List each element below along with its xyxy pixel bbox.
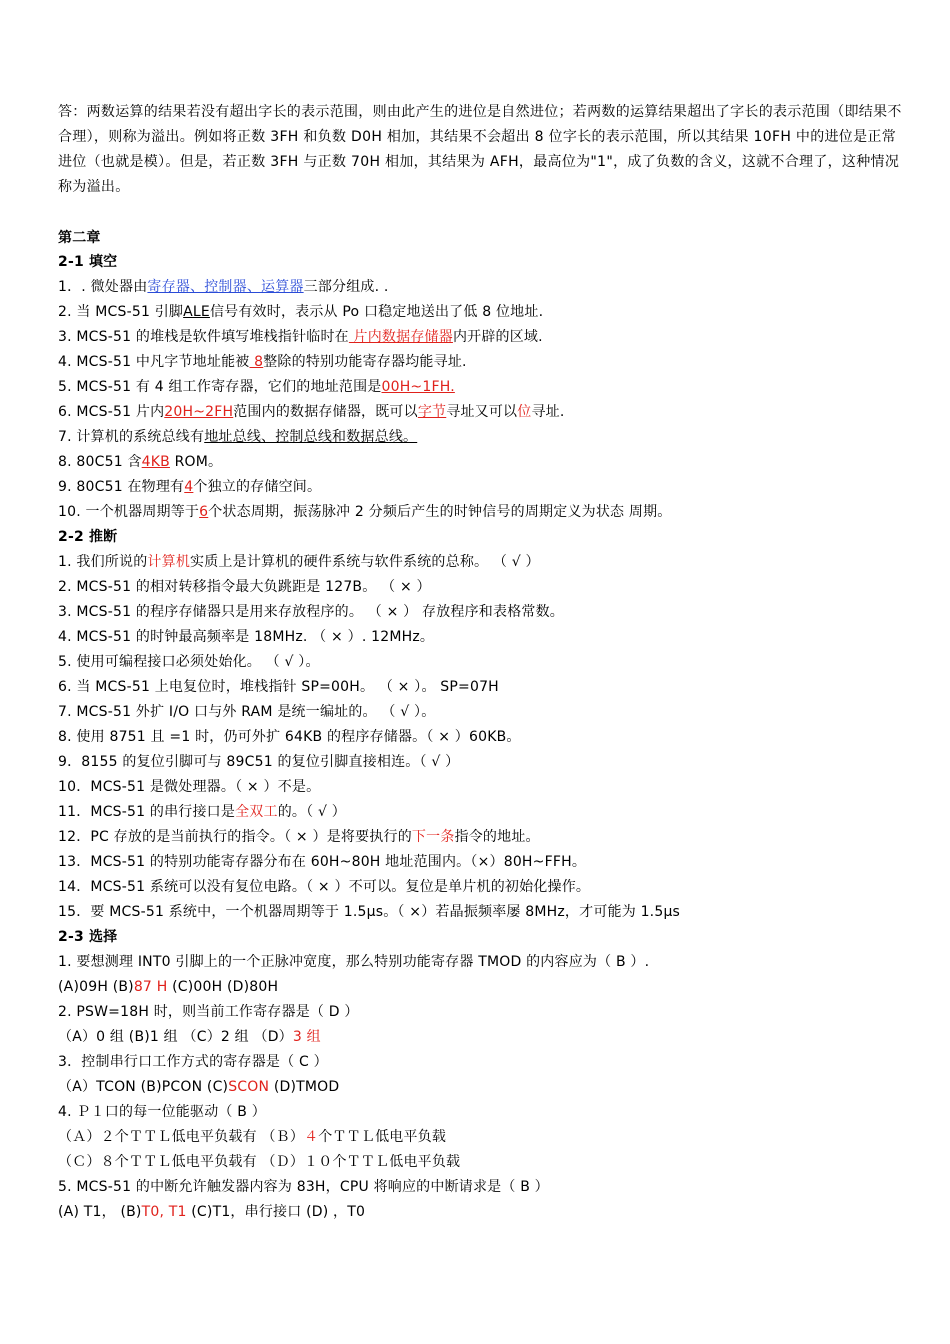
choice-options: （Ａ）２个ＴＴＬ低电平负载有 （Ｂ）４个ＴＴＬ低电平负载 xyxy=(58,1129,447,1145)
fill-item: 8. 80C51 含4KB ROM。 xyxy=(58,454,223,470)
choice-options: （A）0 组 (B)1 组 （C）2 组 （D）3 组 xyxy=(58,1029,321,1045)
choice-question: 2. PSW=18H 时，则当前工作寄存器是（ D ） xyxy=(58,1004,359,1020)
fill-item: 6. MCS-51 片内20H~2FH范围内的数据存储器，既可以字节寻址又可以位寻址. xyxy=(58,404,565,420)
fill-item: 5. MCS-51 有 4 组工作寄存器，它们的地址范围是00H~1FH. xyxy=(58,379,455,395)
judge-item: 2. MCS-51 的相对转移指令最大负跳距是 127B。 （ × ） xyxy=(58,579,431,595)
choice-options: (A) T1， (B)T0, T1 (C)T1，串行接口 (D) ，T0 xyxy=(58,1204,366,1220)
choice-options: （Ｃ）８个ＴＴＬ低电平负载有 （Ｄ）１０个ＴＴＬ低电平负载 xyxy=(58,1154,461,1170)
choice-question: 5. MCS-51 的中断允许触发器内容为 83H，CPU 将响应的中断请求是（ B ） xyxy=(58,1179,549,1195)
choice-options: （A）TCON (B)PCON (C)SCON (D)TMOD xyxy=(58,1079,340,1095)
fill-item: 2. 当 MCS-51 引脚ALE信号有效时，表示从 Po 口稳定地送出了低 8 位地址. xyxy=(58,304,544,320)
chapter-heading: 第二章 xyxy=(58,230,101,246)
judge-item: 1. 我们所说的计算机实质上是计算机的硬件系统与软件系统的总称。 （ √ ） xyxy=(58,554,540,570)
judge-item: 3. MCS-51 的程序存储器只是用来存放程序的。 （ × ） 存放程序和表格常数。 xyxy=(58,604,564,620)
choice-question: 4. Ｐ１口的每一位能驱动（ B ） xyxy=(58,1104,266,1120)
fill-item: 3. MCS-51 的堆栈是软件填写堆栈指针临时在 片内数据存储器内开辟的区域. xyxy=(58,329,543,345)
judge-item: 13．MCS-51 的特别功能寄存器分布在 60H~80H 地址范围内。（×）80H~FFH。 xyxy=(58,854,587,870)
section-heading-fill: 2-1 填空 xyxy=(58,254,118,270)
judge-item: 8. 使用 8751 且 =1 时，仍可外扩 64KB 的程序存储器。（ × ）60KB。 xyxy=(58,729,521,745)
fill-item: 9. 80C51 在物理有4个独立的存储空间。 xyxy=(58,479,322,495)
judge-item: 6. 当 MCS-51 上电复位时，堆栈指针 SP=00H。 （ × ）。 SP=07H xyxy=(58,679,499,695)
judge-item: 12．PC 存放的是当前执行的指令。（ × ）是将要执行的下一条指令的地址。 xyxy=(58,829,540,845)
judge-item: 9．8155 的复位引脚可与 89C51 的复位引脚直接相连。（ √ ） xyxy=(58,754,460,770)
judge-item: 10．MCS-51 是微处理器。（ × ）不是。 xyxy=(58,779,321,795)
intro-paragraph: 答：两数运算的结果若没有超出字长的表示范围，则由此产生的进位是自然进位；若两数的运算结果超出了字长的表示范围（即结果不合理），则称为溢出。例如将正数 3FH 和负数 D0H 相加，其结果不会超出 8 位字长的表示范围，所以其结果 10FH 中的进位是正常进位（也就是模）。但是，若正数 3FH 与正数 70H 相加，其结果为 AFH，最高位为"1"，成了负数的含义，这就不合理了，这种情况称为溢出。 xyxy=(58,104,902,195)
choice-question: 1. 要想测理 INT0 引脚上的一个正脉冲宽度，那么特别功能寄存器 TMOD 的内容应为（ B ）. xyxy=(58,954,650,970)
choice-options: (A)09H (B)87 H (C)00H (D)80H xyxy=(58,979,279,995)
choice-question: 3．控制串行口工作方式的寄存器是（ C ） xyxy=(58,1054,328,1070)
fill-item: 4. MCS-51 中凡字节地址能被 8整除的特别功能寄存器均能寻址. xyxy=(58,354,467,370)
judge-item: 14．MCS-51 系统可以没有复位电路。（ × ）不可以。复位是单片机的初始化操作。 xyxy=(58,879,591,895)
section-heading-choice: 2-3 选择 xyxy=(58,929,118,945)
fill-item: 7. 计算机的系统总线有地址总线、控制总线和数据总线。 xyxy=(58,429,418,445)
judge-item: 7. MCS-51 外扩 I/O 口与外 RAM 是统一编址的。 （ √ ）。 xyxy=(58,704,436,720)
judge-item: 4. MCS-51 的时钟最高频率是 18MHz. （ × ）. 12MHz。 xyxy=(58,629,435,645)
judge-item: 5. 使用可编程接口必须处始化。 （ √ ）。 xyxy=(58,654,320,670)
judge-item: 11．MCS-51 的串行接口是全双工的。（ √ ） xyxy=(58,804,346,820)
fill-item: 10. 一个机器周期等于6个状态周期，振荡脉冲 2 分频后产生的时钟信号的周期定义为状态 周期。 xyxy=(58,504,672,520)
judge-item: 15．要 MCS-51 系统中，一个机器周期等于 1.5μs。（ ×）若晶振频率屡 8MHz，才可能为 1.5μs xyxy=(58,904,681,920)
section-heading-judge: 2-2 推断 xyxy=(58,529,118,545)
fill-item: 1．. 微处器由寄存器、控制器、运算器三部分组成. . xyxy=(58,279,389,295)
